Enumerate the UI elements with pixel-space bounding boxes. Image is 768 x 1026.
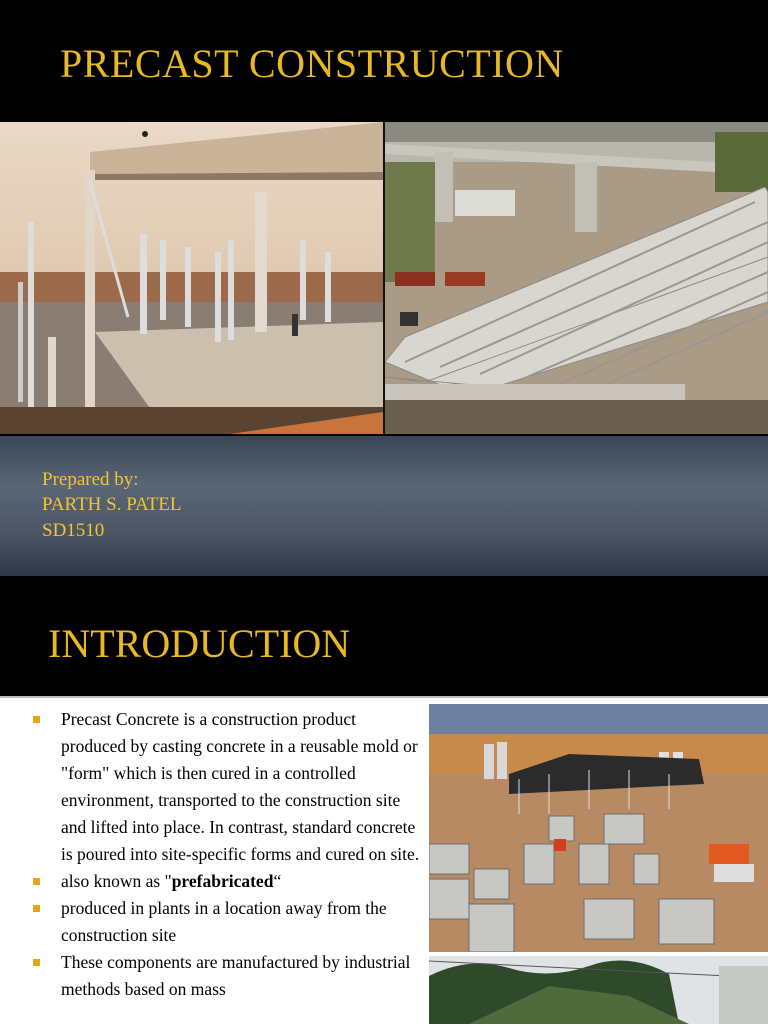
bullet-item (30, 895, 420, 949)
introduction-heading: INTRODUCTION (48, 621, 351, 666)
slide-title-heading: PRECAST CONSTRUCTION (60, 41, 564, 86)
credits-panel (0, 436, 768, 576)
precast-bridge-beams-photo (385, 122, 768, 434)
precast-frame-construction-photo (0, 122, 383, 434)
bullet-item (30, 868, 420, 895)
bullet-marker-icon (33, 959, 40, 966)
prepared-by-label: Prepared by: (42, 469, 139, 490)
precast-plant-yard-photo (429, 704, 768, 952)
bullet-marker-icon (33, 716, 40, 723)
bullet-text: produced in plants in a location away from the construction site (61, 898, 387, 945)
bullet-item (30, 706, 420, 868)
bullet-text-prefix: also known as " (61, 871, 172, 891)
bullet-text: These components are manufactured by industrial methods based on mass (61, 952, 411, 999)
bullet-list (30, 706, 420, 1003)
author-id: SD1510 (42, 520, 105, 541)
precast-site-trees-photo (429, 956, 768, 1024)
bullet-text: Precast Concrete is a construction product produced by casting concrete in a reusable mold or "form" which is then cured in a controlled environment, transported to the construction site and lifted into place. In contrast, standard concrete is poured into site-specific forms and cured on site. (61, 709, 420, 864)
bullet-item (30, 949, 420, 1003)
bullet-marker-icon (33, 905, 40, 912)
bullet-marker-icon (33, 878, 40, 885)
slide-introduction (0, 576, 768, 1024)
bullet-text-bold: prefabricated (171, 871, 274, 891)
author-name: PARTH S. PATEL (42, 494, 182, 515)
bullet-text-suffix: “ (273, 871, 282, 891)
